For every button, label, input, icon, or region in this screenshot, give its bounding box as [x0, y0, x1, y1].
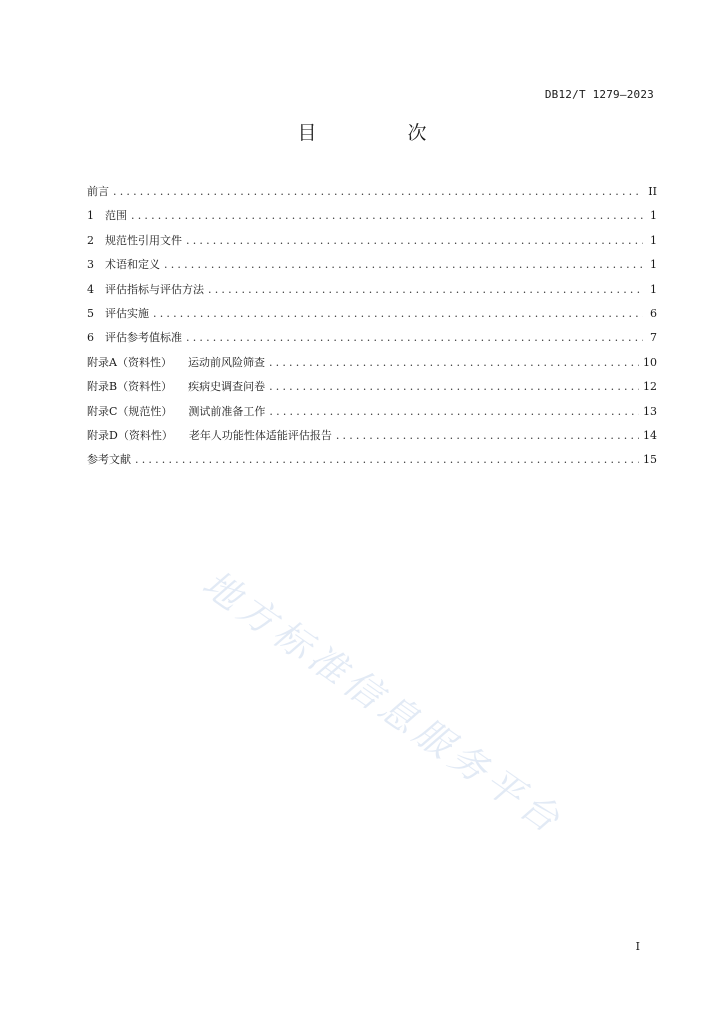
toc-entry-label: 附录A（资料性） [87, 355, 172, 369]
toc-dot-leader [135, 448, 639, 472]
toc-entry-number: 3 [87, 258, 94, 272]
toc-entry-appendix-d[interactable] [87, 424, 657, 448]
toc-entry-page: 1 [650, 209, 657, 223]
toc-entry-indicators-methods[interactable] [87, 278, 657, 302]
toc-entry-appendix-c[interactable] [87, 400, 657, 424]
toc-entry-label: 附录C（规范性） [87, 404, 173, 418]
toc-entry-label: 前言 [87, 185, 109, 198]
toc-entry-appendix-a[interactable] [87, 351, 657, 375]
toc-dot-leader [336, 424, 639, 448]
toc-entry-number: 5 [87, 306, 94, 320]
toc-entry-subtitle: 老年人功能性体适能评估报告 [188, 428, 332, 442]
toc-entry-subtitle: 疾病史调查问卷 [188, 380, 266, 394]
watermark: 地方标准信息服务平台 [194, 561, 572, 844]
toc-entry-bibliography[interactable] [87, 448, 657, 472]
toc-entry-page: 1 [650, 282, 657, 296]
toc-dot-leader [153, 302, 643, 326]
toc-entry-foreword[interactable] [87, 180, 657, 204]
toc-entry-label: 术语和定义 [105, 258, 160, 272]
toc-entry-appendix-b[interactable] [87, 375, 657, 399]
toc-entry-label: 评估参考值标准 [105, 331, 182, 345]
toc-entry-reference-values[interactable] [87, 326, 657, 350]
toc-entry-page: 13 [643, 404, 657, 418]
toc-title: 目 次 [297, 122, 463, 144]
toc-entry-page: 10 [643, 355, 657, 369]
toc-entry-implementation[interactable] [87, 302, 657, 326]
toc-entry-number: 4 [87, 282, 94, 296]
toc-entry-number: 6 [87, 331, 94, 345]
toc-entry-label: 范围 [105, 209, 127, 223]
toc-dot-leader [208, 278, 643, 302]
toc-entry-page: 1 [650, 258, 657, 272]
toc-entry-page: 14 [643, 428, 657, 442]
toc-entry-page: 1 [650, 233, 657, 247]
toc-entry-page: II [648, 185, 657, 198]
page-number: I [635, 940, 640, 953]
toc-entry-scope[interactable] [87, 204, 657, 228]
toc-entry-page: 15 [643, 453, 657, 467]
toc-entry-page: 6 [650, 306, 657, 320]
toc-entry-number: 1 [87, 209, 94, 223]
toc-entry-page: 12 [643, 380, 657, 394]
toc-entry-label: 附录D（资料性） [87, 428, 173, 442]
toc-entry-label: 评估指标与评估方法 [105, 282, 204, 296]
toc-entry-label: 附录B（资料性） [87, 380, 173, 394]
toc-entry-label: 评估实施 [105, 306, 149, 320]
toc-dot-leader [113, 180, 643, 204]
toc-entry-normative-references[interactable] [87, 229, 657, 253]
toc-dot-leader [186, 229, 643, 253]
toc-dot-leader [164, 253, 643, 277]
toc-dot-leader [131, 204, 643, 228]
document-code: DB12/T 1279—2023 [544, 88, 654, 101]
toc-dot-leader [186, 326, 643, 350]
toc-entry-terms-definitions[interactable] [87, 253, 657, 277]
toc-list [87, 180, 657, 473]
toc-dot-leader [269, 400, 639, 424]
toc-entry-page: 7 [650, 331, 657, 345]
toc-dot-leader [269, 375, 639, 399]
toc-entry-label: 规范性引用文件 [105, 233, 182, 247]
toc-entry-subtitle: 测试前准备工作 [188, 404, 266, 418]
toc-entry-label: 参考文献 [87, 453, 131, 467]
toc-dot-leader [269, 351, 639, 375]
toc-entry-subtitle: 运动前风险筛查 [187, 355, 265, 369]
toc-entry-number: 2 [87, 233, 94, 247]
